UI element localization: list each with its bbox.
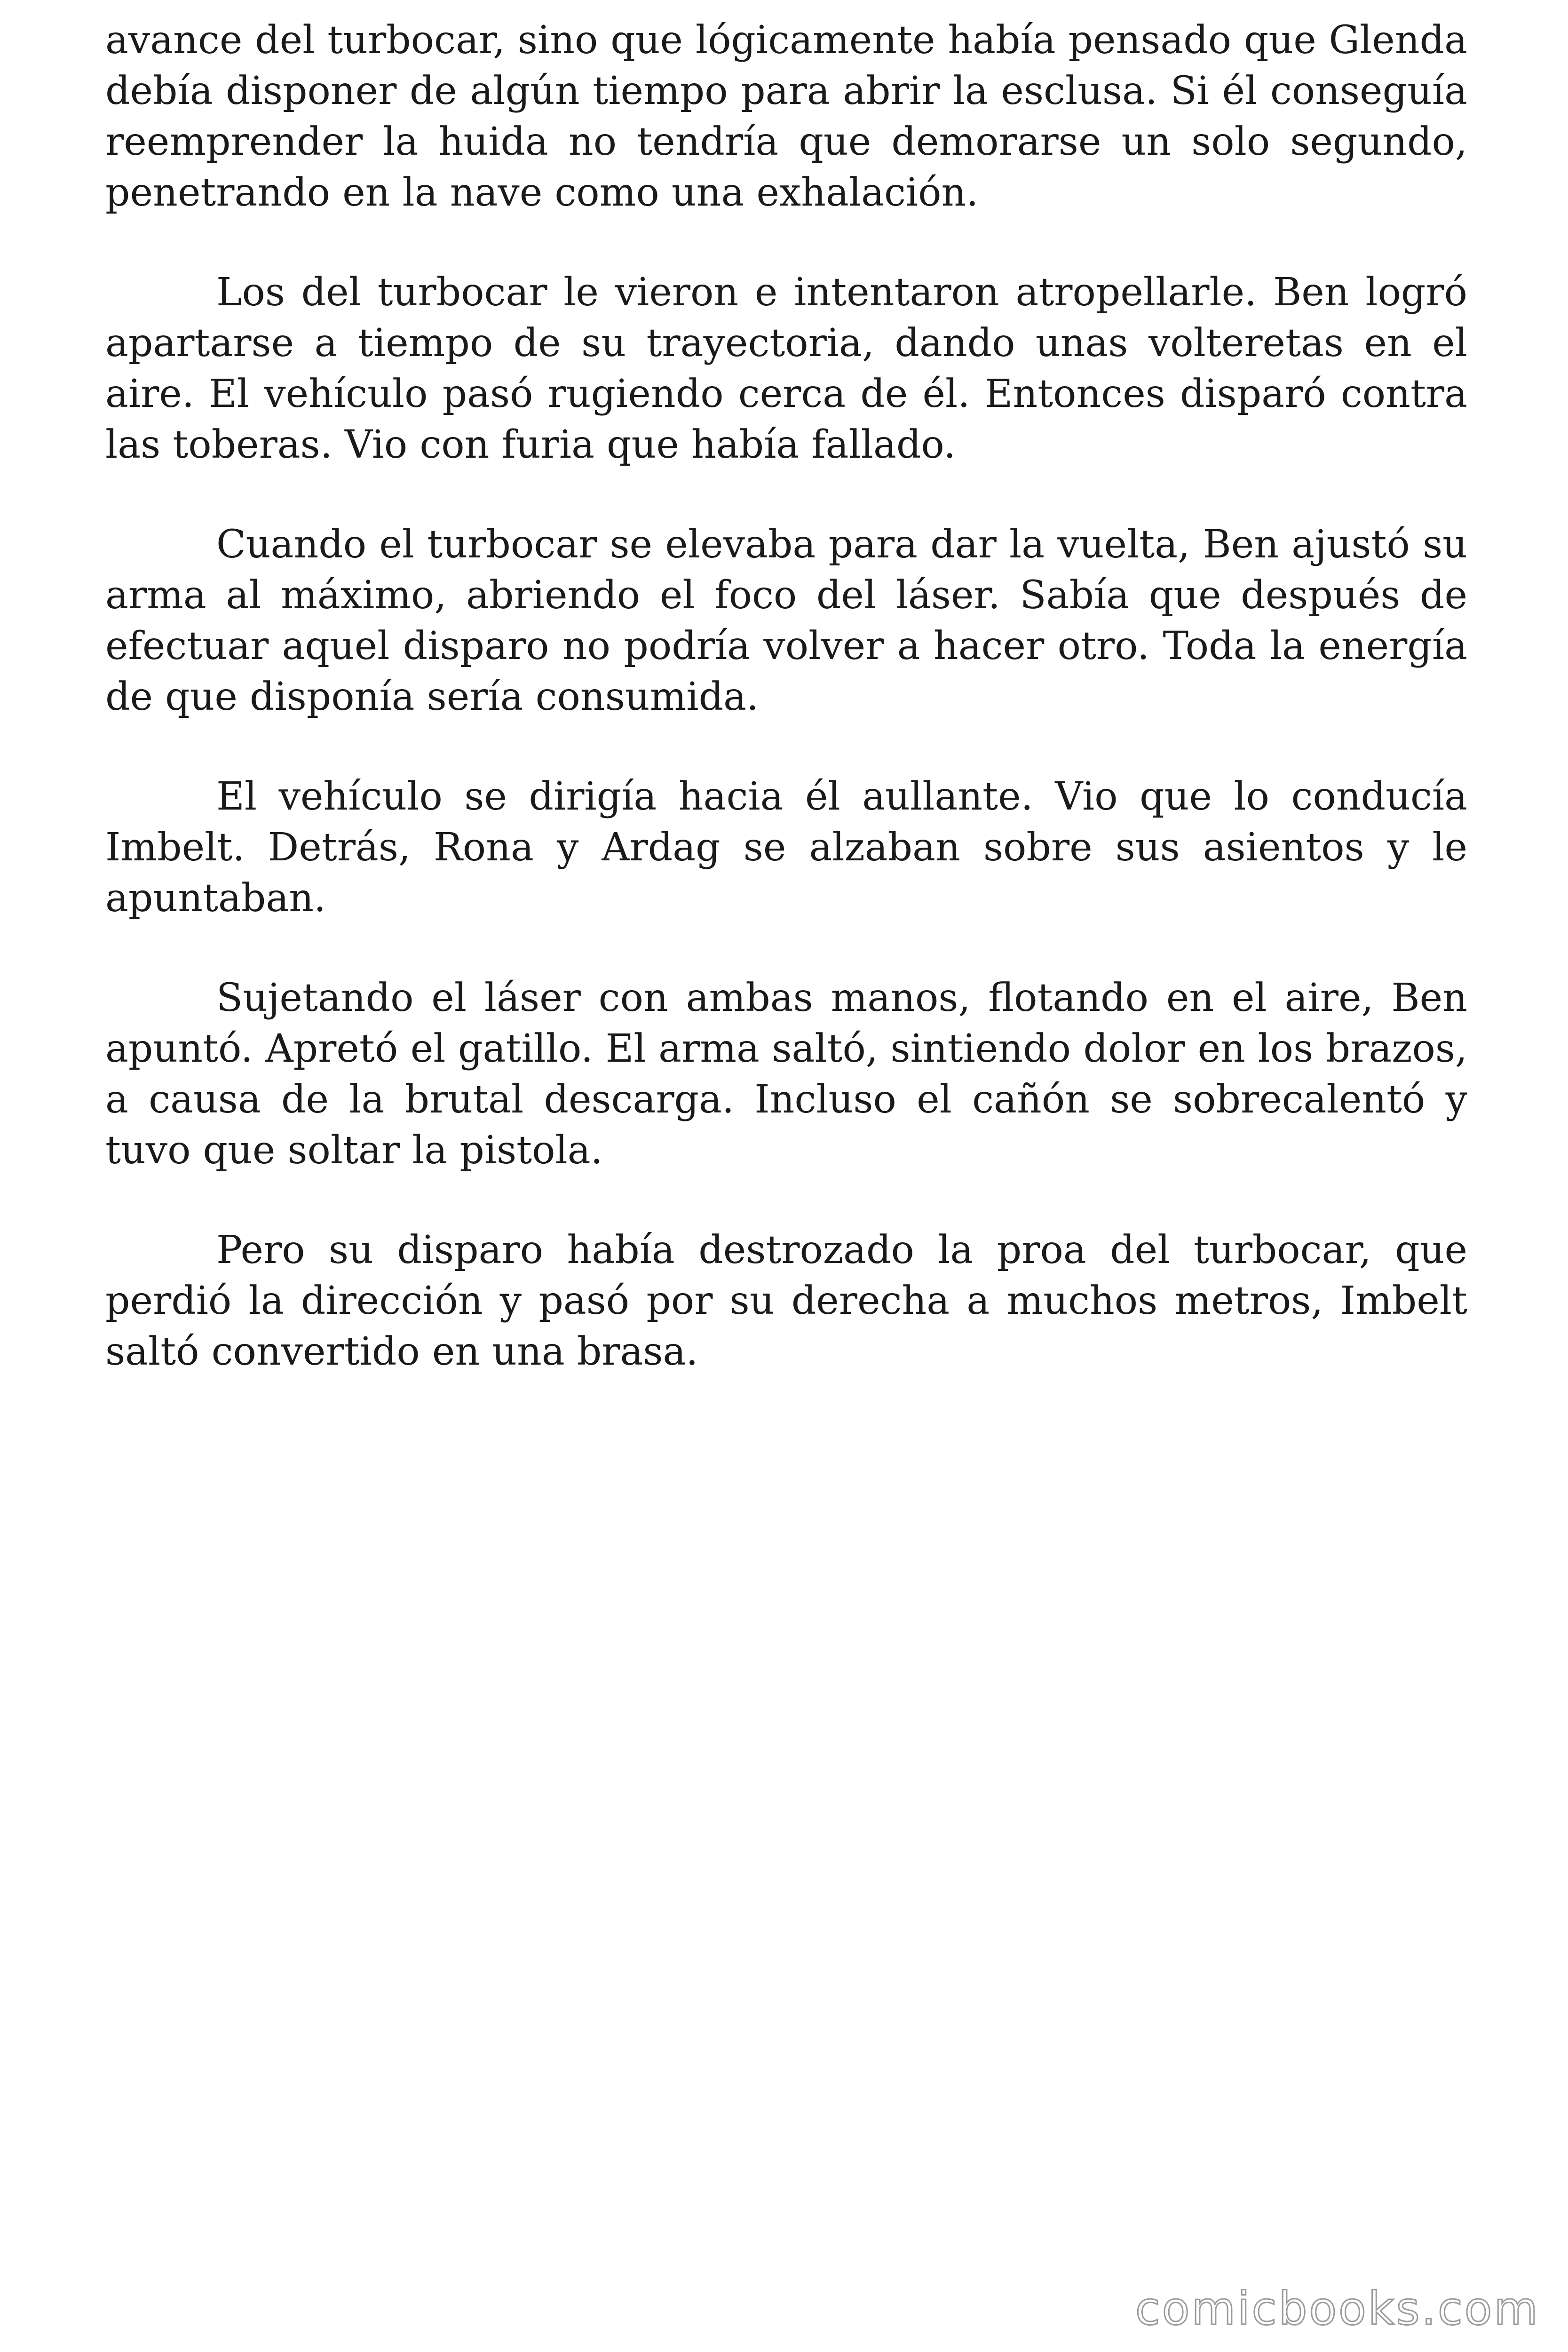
paragraph-5: Sujetando el láser con ambas manos, flotando en el aire, Ben apuntó. Apretó el gatillo. El arma saltó, sintiendo dolor en los brazos, a causa de la brutal descarga. Incluso el cañón se sobrecalentó y tuvo que soltar la pistola. — [105, 976, 1467, 1173]
paragraph-1: avance del turbocar, sino que lógicamente había pensado que Glenda debía disponer de algún tiempo para abrir la esclusa. Si él conseguía reemprender la huida no tendría que demorarse un solo segundo, penetrando en la nave como una exhalación. — [105, 18, 1467, 215]
paragraph-3: Cuando el turbocar se elevaba para dar la vuelta, Ben ajustó su arma al máximo, abriendo el foco del láser. Sabía que después de efectuar aquel disparo no podría volver a hacer otro. Toda la energía de que disponía sería consumida. — [105, 522, 1467, 719]
paragraph-2: Los del turbocar le vieron e intentaron atropellarle. Ben logró apartarse a tiempo de su trayectoria, dando unas volteretas en el aire. El vehículo pasó rugiendo cerca de él. Entonces disparó contra las toberas. Vio con furia que había fallado. — [105, 270, 1467, 467]
body-text — [105, 15, 1467, 1426]
paragraph-6: Pero su disparo había destrozado la proa del turbocar, que perdió la dirección y pasó por su derecha a muchos metros, Imbelt saltó convertido en una brasa. — [105, 1228, 1467, 1374]
paragraph-4: El vehículo se dirigía hacia él aullante. Vio que lo conducía Imbelt. Detrás, Rona y Ardag se alzaban sobre sus asientos y le apuntaban. — [105, 774, 1467, 921]
watermark: comicbooks.com — [1135, 2282, 1540, 2335]
